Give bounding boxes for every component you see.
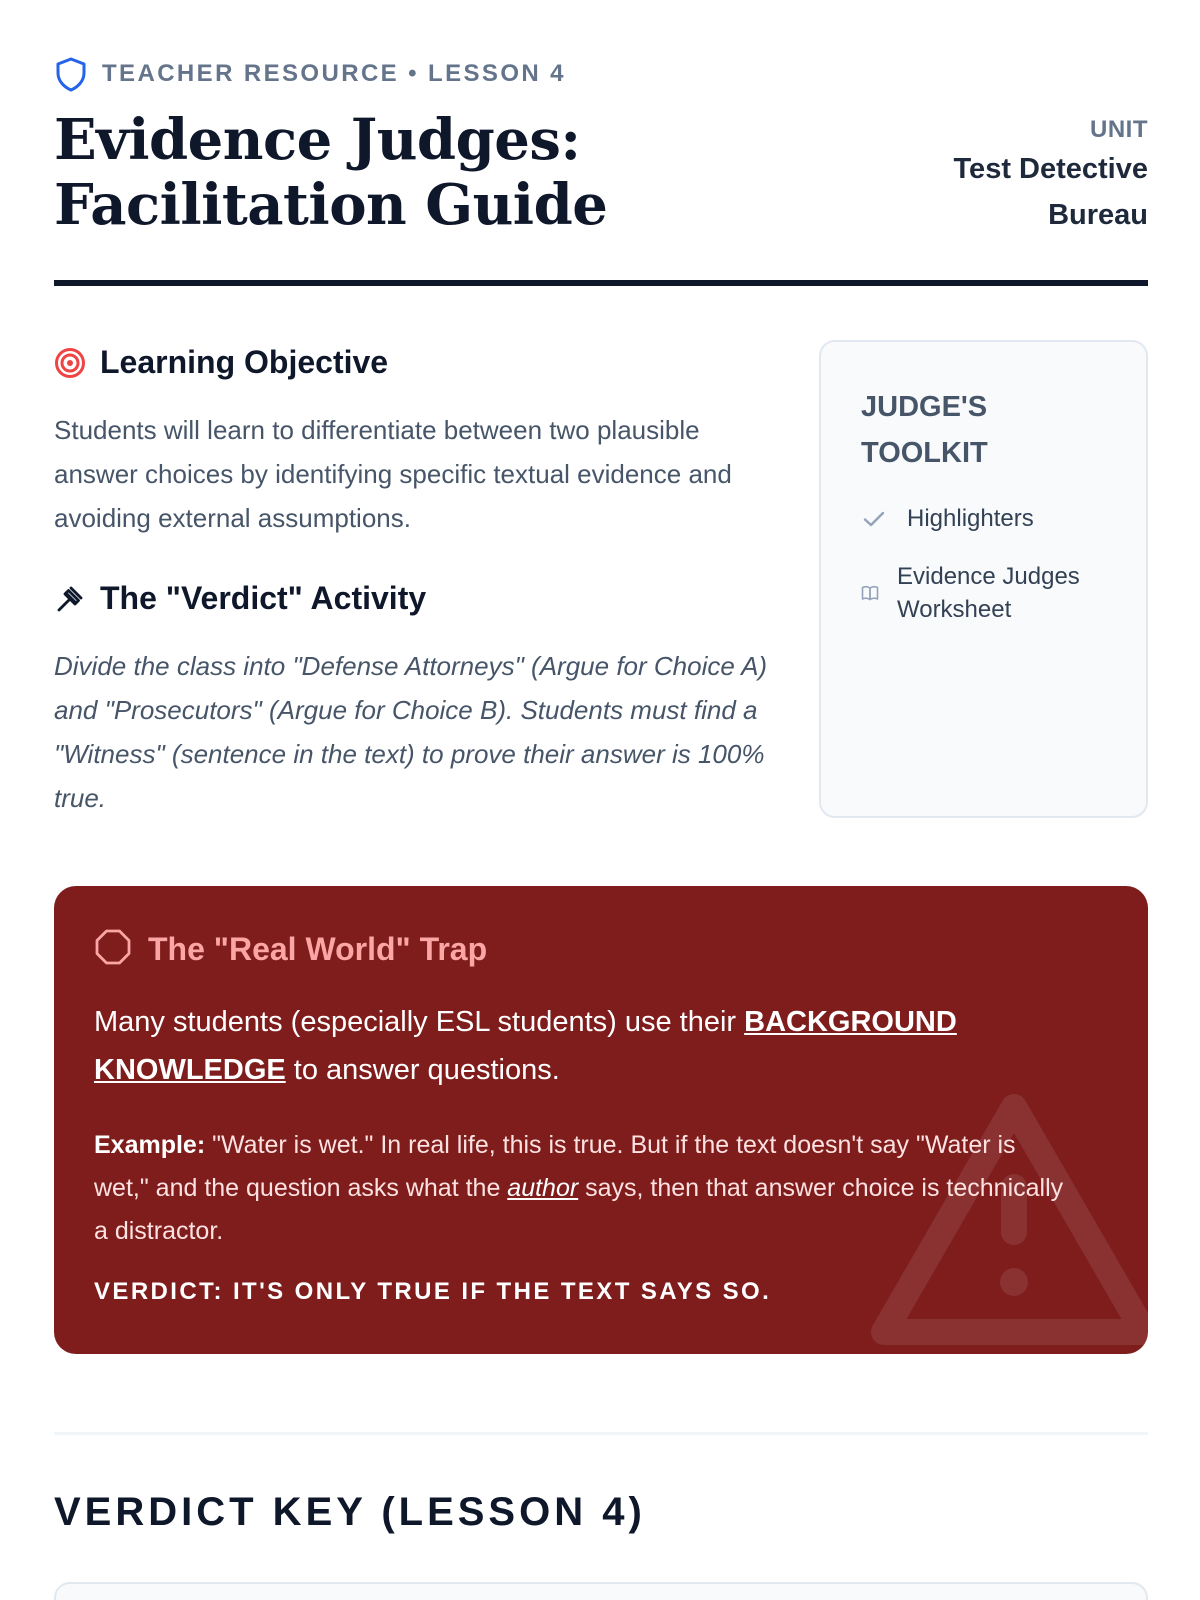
- target-icon: [54, 347, 86, 379]
- unit-name: [888, 146, 1148, 238]
- check-icon: [861, 506, 887, 532]
- toolkit-item: [861, 560, 1080, 626]
- trap-main-before: Many students (especially ESL students) use their: [94, 1006, 745, 1038]
- eyebrow-text: TEACHER RESOURCE • LESSON 4: [102, 60, 566, 87]
- toolkit-title-line-2: TOOLKIT: [861, 437, 988, 469]
- objective-text: Students will learn to differentiate between two plausible answer choices by identifying specific textual evidence and avoiding external assumptions.: [54, 415, 732, 533]
- gavel-icon: [54, 583, 86, 615]
- trap-example-text: [94, 1124, 1074, 1253]
- toolkit-item-label: [897, 560, 1080, 626]
- unit-name-line-2: Bureau: [1048, 199, 1148, 231]
- toolkit-title: [861, 384, 1081, 476]
- trap-main-text: [94, 998, 1094, 1094]
- toolkit-item-label-line-1: Evidence Judges: [897, 563, 1080, 590]
- book-icon: [861, 584, 879, 602]
- unit-label: UNIT: [1090, 116, 1148, 143]
- toolkit-item-label-line-2: Worksheet: [897, 596, 1012, 623]
- verdict-key-title: VERDICT KEY (LESSON 4): [54, 1490, 646, 1534]
- trap-main-after: to answer questions.: [285, 1054, 560, 1086]
- toolkit-item: [861, 502, 1034, 535]
- trap-verdict: VERDICT: IT'S ONLY TRUE IF THE TEXT SAYS SO.: [94, 1278, 772, 1305]
- trap-heading: [94, 928, 487, 971]
- page-title-line-2: Facilitation Guide: [54, 172, 608, 238]
- objective-title: Learning Objective: [100, 344, 389, 380]
- octagon-icon: [94, 928, 132, 971]
- judges-toolkit-card: [819, 340, 1148, 818]
- activity-text: Divide the class into "Defense Attorneys" (Argue for Choice A) and "Prosecutors" (Argue for Choice B). Students must find a "Witness" (sentence in the text) to prove their answer is 100% true.: [54, 651, 768, 813]
- real-world-trap-callout: [54, 886, 1148, 1354]
- page-title-line-1: Evidence Judges:: [54, 107, 581, 173]
- activity-title: The "Verdict" Activity: [100, 580, 427, 616]
- eyebrow: [54, 56, 566, 92]
- section-divider: [54, 1432, 1148, 1435]
- trap-example-author: author: [507, 1174, 579, 1202]
- trap-example-label: Example:: [94, 1131, 206, 1159]
- facilitation-guide-page: [54, 0, 1148, 1600]
- unit-name-line-1: Test Detective: [953, 153, 1148, 185]
- page-title: [54, 108, 674, 238]
- trap-main-emphasis: BACKGROUND KNOWLEDGE: [94, 1006, 957, 1086]
- trap-example-after: says, then that answer choice is technically a distractor.: [94, 1174, 1064, 1245]
- verdict-key-card: [54, 1582, 1148, 1600]
- toolkit-item-label: Highlighters: [907, 505, 1034, 532]
- unit-block: [888, 114, 1148, 238]
- trap-title: The "Real World" Trap: [148, 931, 488, 967]
- activity-heading: [54, 580, 426, 617]
- toolkit-title-line-1: JUDGE'S: [861, 391, 988, 423]
- shield-icon: [54, 56, 88, 92]
- objective-heading: [54, 344, 388, 381]
- trap-example-before: "Water is wet." In real life, this is true. But if the text doesn't say "Water is wet," and the question asks what the: [94, 1131, 1016, 1202]
- header-divider: [54, 280, 1148, 286]
